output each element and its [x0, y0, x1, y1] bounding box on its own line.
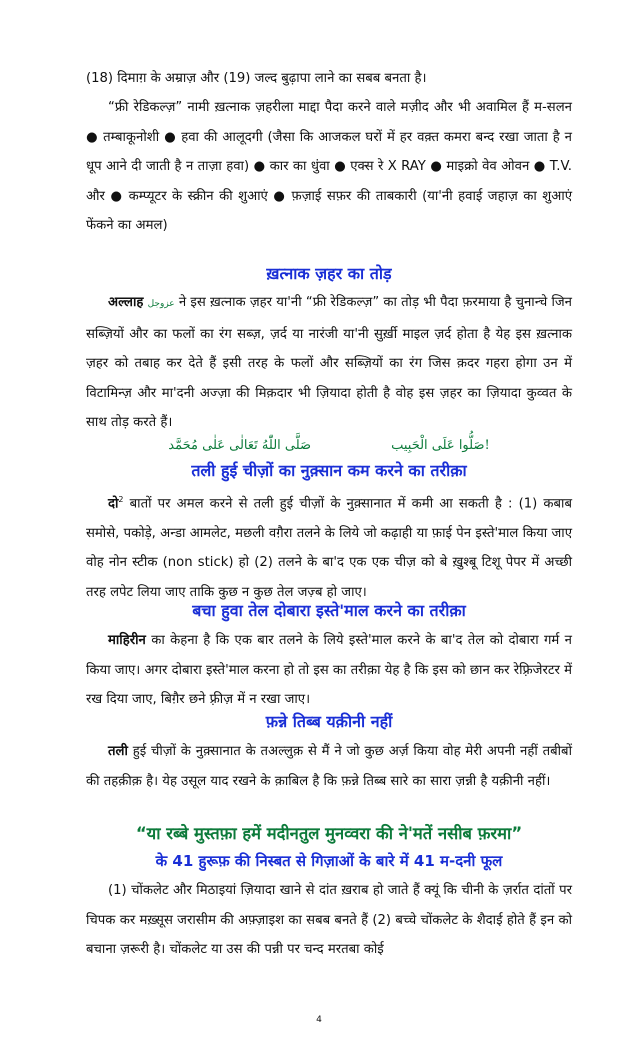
paragraph-6 — [86, 737, 572, 796]
paragraph-3 — [86, 288, 572, 438]
heading-antidote: ख़त्नाक ज़हर का तोड़ — [266, 264, 392, 283]
paragraph-6-lead: तली — [108, 744, 128, 759]
paragraph-5-text: का केहना है कि एक बार तलने के लिये इस्ते'माल करने के बा'द तेल को दोबारा गर्म न किया जाए। अगर दोबारा इस्ते'माल करना हो तो इस का तरीक़ा येह है कि इस को छान कर रेफ़्रिजेरटर में रख दिया जाए, बिग़ैर छने फ़्रीज़ में न रखा जाए। — [86, 633, 572, 707]
heading-fried-food: तली हुई चीज़ों का नुक़्सान कम करने का तरीक़ा — [191, 461, 467, 480]
paragraph-2-text: “फ्री रेडिकल्ज़” नामी ख़त्नाक ज़हरीला माद्दा पैदा करने वाले मज़ीद और भी अवामिल हैं म-सलन ● तम्बाकूनोशी ● हवा की आलूदगी (जैसा कि आजकल घरों में हर वक़्त कमरा बन्द रखा जाता है न धूप आने दी जाती है न ताज़ा हवा) ● कार का धुंवा ● एक्स रे X RAY ● माइक्रो वेव ओवन ● T.V. और ● कम्प्यूटर के स्क्रीन की शुआएं ● फ़ज़ाई सफ़र की ताबकारी (या'नी हवाई जहाज़ का शुआएं फेंकने का अमल) — [86, 100, 572, 233]
paragraph-3-text: ने इस ख़त्नाक ज़हर या'नी “फ्री रेडिकल्ज़” का तोड़ भी पैदा फ़रमाया है चुनान्चे जिन सब्ज़ियों और का फलों का रंग सब्ज़, ज़र्द या नारंजी या'नी सुर्ख़ी माइल ज़र्द होता है येह इस ख़त्नाक ज़हर को तबाह कर देते हैं इसी तरह के फलों और सब्ज़ियों का रंग जिस क़दर गहरा होगा उन में विटामिन्ज़ और मा'दनी अज्ज़ा की मिक़दार भी ज़ियादा होती है वोह इस ज़हर का ज़ियादा कुव्वत के साथ तोड़ करते हैं। — [86, 295, 572, 430]
heading-leftover-oil: बचा हुवा तेल दोबारा इस्ते'माल करने का तरीक़ा — [192, 601, 466, 620]
paragraph-4-sup: 2 — [118, 495, 124, 504]
heading-41-flowers: के 41 हुरूफ़ की निस्बत से गिज़ाओं के बारे में 41 म-दनी फूल — [155, 852, 503, 870]
heading-supplication: “या रब्बे मुस्तफ़ा हमें मदीनतुल मुनव्वरा की ने'मतें नसीब फ़रमा” — [135, 824, 523, 843]
paragraph-1 — [86, 64, 572, 94]
paragraph-3-lead: अल्लाह — [108, 295, 144, 310]
arabic-salutation — [86, 436, 572, 456]
paragraph-1-text: (18) दिमाग़ के अम्राज़ और (19) जल्द बुढ़ापा लाने का सबब बनता है। — [86, 71, 427, 86]
paragraph-4 — [86, 485, 572, 607]
arabic-honorific: عزوجل — [147, 299, 175, 309]
paragraph-7 — [86, 876, 572, 965]
page-number: 4 — [316, 1015, 322, 1025]
paragraph-4-text: बातों पर अमल करने से तली हुई चीज़ों के नुक़्सानात में कमी आ सकती है : (1) कबाब समोसे, पकोड़े, अन्डा आमलेट, मछली वग़ैरा तलने के लिये जो कढ़ाही या फ़ाई पेन इस्ते'माल किया जाए वोह नोन स्टीक (non stick) हो (2) तलने के बा'द एक एक चीज़ को बे ख़ुश्बू टिशू पेपर में अच्छी तरह लपेट लिया जाए ताकि कुछ न कुछ तेल जज़्ब हो जाए। — [86, 496, 572, 600]
paragraph-6-text: हुई चीज़ों के नुक़्सानात के तअल्लुक़ से मैं ने जो कुछ अर्ज़ किया वोह मेरी अपनी नहीं तबीबों की तहक़ीक़ है। येह उसूल याद रखने के क़ाबिल है कि फ़न्ने तिब्ब सारे का सारा ज़न्नी है यक़ीनी नहीं। — [86, 744, 572, 789]
paragraph-5-lead: माहिरीन — [108, 633, 146, 648]
arabic-salutation-right: صَلُّوا عَلَى الْحَبِيب! — [391, 438, 490, 453]
paragraph-7-text: (1) चोंकलेट और मिठाइयां ज़ियादा खाने से दांत ख़राब हो जाते हैं क्यूं कि चीनी के ज़र्रात दांतों पर चिपक कर मख़्सूस जरासीम की अफ़्ज़ाइश का सबब बनते हैं (2) बच्चे चोंकलेट के शैदाई होते हैं इन को बचाना ज़रूरी है। चोंकलेट या उस की पन्नी पर चन्द मरतबा कोई — [86, 883, 572, 957]
paragraph-5 — [86, 626, 572, 715]
heading-medicine-uncertain: फ़न्ने तिब्ब यक़ीनी नहीं — [265, 712, 393, 731]
arabic-salutation-left: صَلَّى اللّٰهُ تَعَالٰى عَلٰى مُحَمَّد — [168, 438, 312, 453]
paragraph-2 — [86, 93, 572, 241]
paragraph-4-lead: दो — [108, 496, 119, 512]
